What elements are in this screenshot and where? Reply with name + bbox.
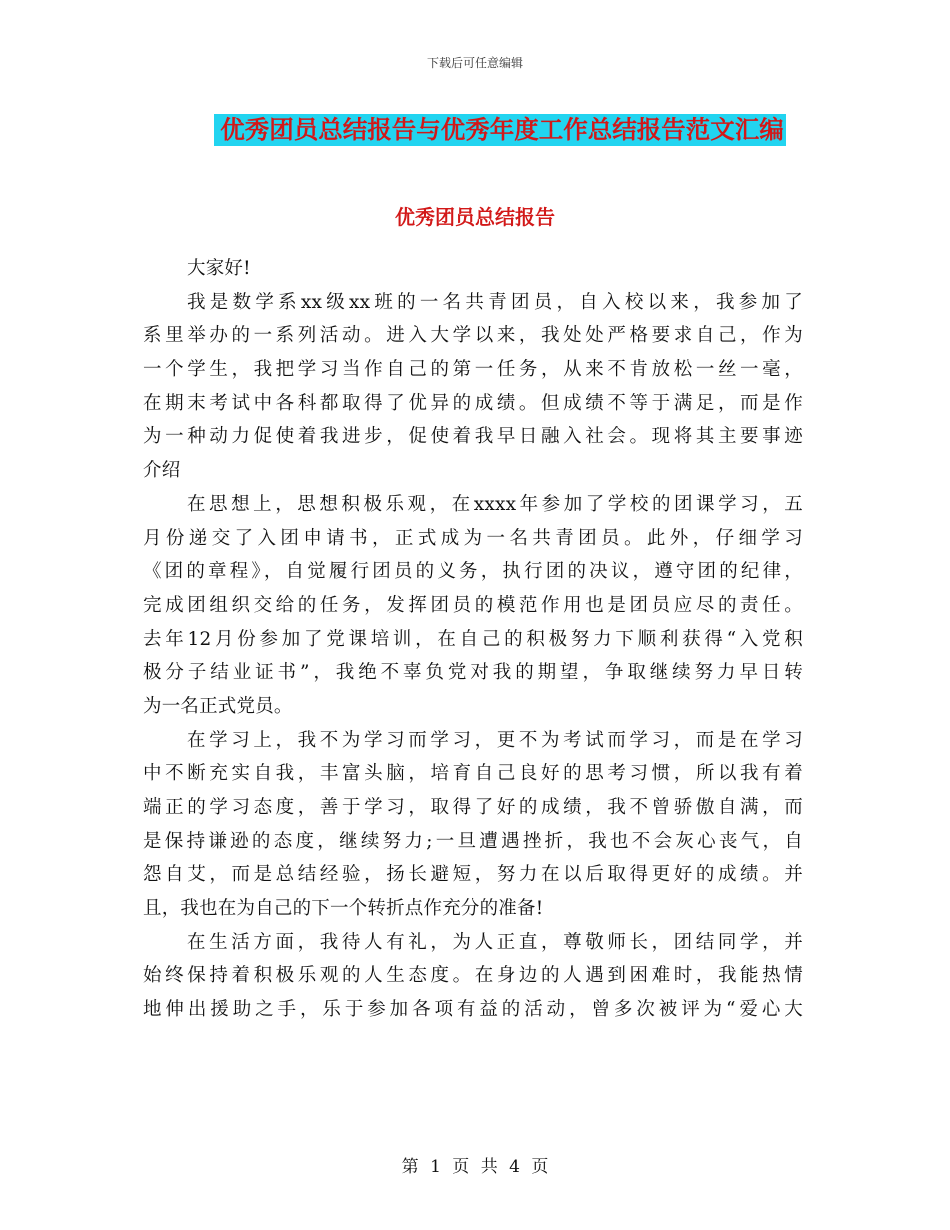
document-title-block <box>0 114 950 146</box>
text-line: 在期末考试中各科都取得了优异的成绩。但成绩不等于满足，而是作 <box>143 392 803 414</box>
text-line: 为一名正式党员。 <box>143 695 293 717</box>
text-line: 我是数学系xx级xx班的一名共青团员，自入校以来，我参加了 <box>187 291 803 313</box>
text-line: 在学习上，我不为学习而学习，更不为考试而学习，而是在学习 <box>187 729 803 751</box>
text-line: 大家好! <box>187 258 251 279</box>
text-line: 介绍 <box>143 460 181 482</box>
text-line: 始终保持着积极乐观的人生态度。在身边的人遇到困难时，我能热情 <box>143 965 803 987</box>
header-note: 下载后可任意编辑 <box>426 56 523 70</box>
text-line: 极分子结业证书”，我绝不辜负党对我的期望，争取继续努力早日转 <box>143 662 803 684</box>
text-line: 地伸出援助之手，乐于参加各项有益的活动，曾多次被评为“爱心大 <box>143 999 803 1021</box>
text-line: 且，我也在为自己的下一个转折点作充分的准备! <box>143 898 544 920</box>
text-line: 端正的学习态度，善于学习，取得了好的成绩，我不曾骄傲自满，而 <box>143 797 803 818</box>
page-footer: 第 1 页 共 4 页 <box>401 1157 549 1177</box>
section-title: 优秀团员总结报告 <box>395 205 555 229</box>
text-line: 月份递交了入团申请书，正式成为一名共青团员。此外，仔细学习 <box>143 527 803 549</box>
text-line: 在思想上，思想积极乐观，在xxxx年参加了学校的团课学习，五 <box>187 493 803 515</box>
text-line: 中不断充实自我，丰富头脑，培育自己良好的思考习惯，所以我有着 <box>143 763 803 785</box>
text-line: 是保持谦逊的态度，继续努力;一旦遭遇挫折，我也不会灰心丧气，自 <box>143 830 803 852</box>
text-line: 一个学生，我把学习当作自己的第一任务，从来不肯放松一丝一毫， <box>143 359 803 381</box>
text-line: 在生活方面，我待人有礼，为人正直，尊敬师长，团结同学，并 <box>187 931 803 953</box>
text-line: 去年12月份参加了党课培训，在自己的积极努力下顺利获得“入党积 <box>143 628 803 650</box>
text-line: 怨自艾，而是总结经验，扬长避短，努力在以后取得更好的成绩。并 <box>143 864 803 886</box>
text-line: 《团的章程》，自觉履行团员的义务，执行团的决议，遵守团的纪律， <box>143 561 803 583</box>
document-body <box>143 252 803 1027</box>
document-title: 优秀团员总结报告与优秀年度工作总结报告范文汇编 <box>214 114 786 146</box>
text-line: 系里举办的一系列活动。进入大学以来，我处处严格要求自己，作为 <box>143 325 803 347</box>
text-line: 为一种动力促使着我进步，促使着我早日融入社会。现将其主要事迹 <box>143 426 803 448</box>
text-line: 完成团组织交给的任务，发挥团员的模范作用也是团员应尽的责任。 <box>143 594 803 616</box>
